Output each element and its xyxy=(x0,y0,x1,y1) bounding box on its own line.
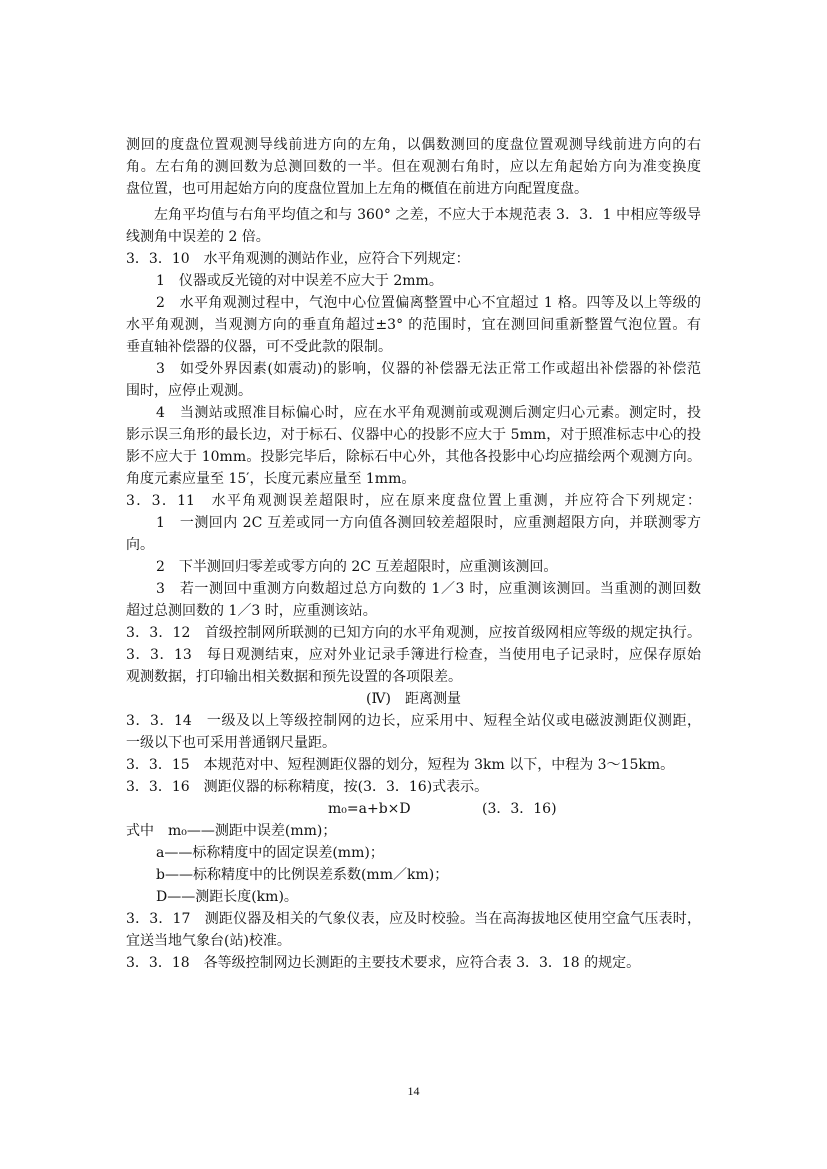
text-line: 水平角观测，当观测方向的垂直角超过±3° 的范围时，宜在测回间重新整置气泡位置。有 xyxy=(126,317,701,333)
text-line: 超过总测回数的 1／3 时，应重测该站。 xyxy=(126,603,377,619)
clause-3-3-13: 3．3．13 每日观测结束，应对外业记录手簿进行检查，当使用电子记录时，应保存原始 xyxy=(126,647,701,663)
where-line: b——标称精度中的比例误差系数(mm／km)； xyxy=(156,867,449,883)
clause-3-3-17: 3．3．17 测距仪器及相关的气象仪表，应及时校验。当在高海拔地区使用空盒气压表时， xyxy=(126,911,701,927)
text-line: 1 仪器或反光镜的对中误差不应大于 2mm。 xyxy=(156,273,443,289)
text-line: 角。左右角的测回数为总测回数的一半。但在观测右角时，应以左角起始方向为准变换度 xyxy=(126,159,701,175)
formula-number: (3．3．16) xyxy=(482,801,557,817)
text-line: 4 当测站或照准目标偏心时，应在水平角观测前或观测后测定归心元素。测定时，投 xyxy=(156,405,701,421)
text-line: 向。 xyxy=(126,537,154,553)
where-line: a——标称精度中的固定误差(mm)； xyxy=(156,845,384,861)
clause-3-3-11: 3．3．11 水平角观测误差超限时，应在原来度盘位置上重测，并应符合下列规定： xyxy=(126,493,701,509)
clause-3-3-18: 3．3．18 各等级控制网边长测距的主要技术要求，应符合表 3．3．18 的规定。 xyxy=(126,955,641,971)
text-line: 垂直轴补偿器的仪器，可不受此款的限制。 xyxy=(126,339,392,355)
page-number: 14 xyxy=(407,1084,420,1098)
text-line: 观测数据，打印输出相关数据和预先设置的各项限差。 xyxy=(126,669,462,685)
clause-3-3-15: 3．3．15 本规范对中、短程测距仪器的划分，短程为 3km 以下，中程为 3～15km。 xyxy=(126,757,675,773)
clause-3-3-14: 3．3．14 一级及以上等级控制网的边长，应采用中、短程全站仪或电磁波测距仪测距， xyxy=(126,713,701,729)
section-heading: (Ⅳ) 距离测量 xyxy=(366,691,461,707)
clause-3-3-10: 3．3．10 水平角观测的测站作业，应符合下列规定： xyxy=(126,251,470,267)
text-line: 1 一测回内 2C 互差或同一方向值各测回较差超限时，应重测超限方向，并联测零方 xyxy=(156,515,701,531)
text-line: 2 水平角观测过程中，气泡中心位置偏离整置中心不宜超过 1 格。四等及以上等级的 xyxy=(156,295,701,311)
text-line: 影示误三角形的最长边，对于标石、仪器中心的投影不应大于 5mm，对于照准标志中心的投 xyxy=(126,427,701,443)
clause-3-3-16: 3．3．16 测距仪器的标称精度，按(3．3．16)式表示。 xyxy=(126,779,489,795)
text-line: 一级以下也可采用普通钢尺量距。 xyxy=(126,735,336,751)
where-line: D——测距长度(km)。 xyxy=(156,889,298,905)
text-line: 2 下半测回归零差或零方向的 2C 互差超限时，应重测该测回。 xyxy=(156,559,558,575)
clause-3-3-12: 3．3．12 首级控制网所联测的已知方向的水平角观测，应按首级网相应等级的规定执行。 xyxy=(126,625,701,641)
text-line: 3 如受外界因素(如震动)的影响，仪器的补偿器无法正常工作或超出补偿器的补偿范 xyxy=(156,361,701,377)
text-line: 角度元素应量至 15′，长度元素应量至 1mm。 xyxy=(126,471,416,487)
text-line: 线测角中误差的 2 倍。 xyxy=(126,229,270,245)
text-line: 左角平均值与右角平均值之和与 360° 之差，不应大于本规范表 3．3．1 中相应等级导 xyxy=(154,207,701,223)
text-line: 盘位置，也可用起始方向的度盘位置加上左角的概值在前进方向配置度盘。 xyxy=(126,181,588,197)
text-line: 3 若一测回中重测方向数超过总方向数的 1／3 时，应重测该测回。当重测的测回数 xyxy=(156,581,701,597)
text-line: 影不应大于 10mm。投影完毕后，除标石中心外，其他各投影中心均应描绘两个观测方向。 xyxy=(126,449,701,465)
formula-expression: m₀=a+b×D xyxy=(328,801,411,817)
text-line: 宜送当地气象台(站)校准。 xyxy=(126,933,291,949)
where-line: 式中 m₀——测距中误差(mm)； xyxy=(126,823,337,839)
text-line: 测回的度盘位置观测导线前进方向的左角，以偶数测回的度盘位置观测导线前进方向的右 xyxy=(126,137,701,153)
text-line: 围时，应停止观测。 xyxy=(126,383,252,399)
